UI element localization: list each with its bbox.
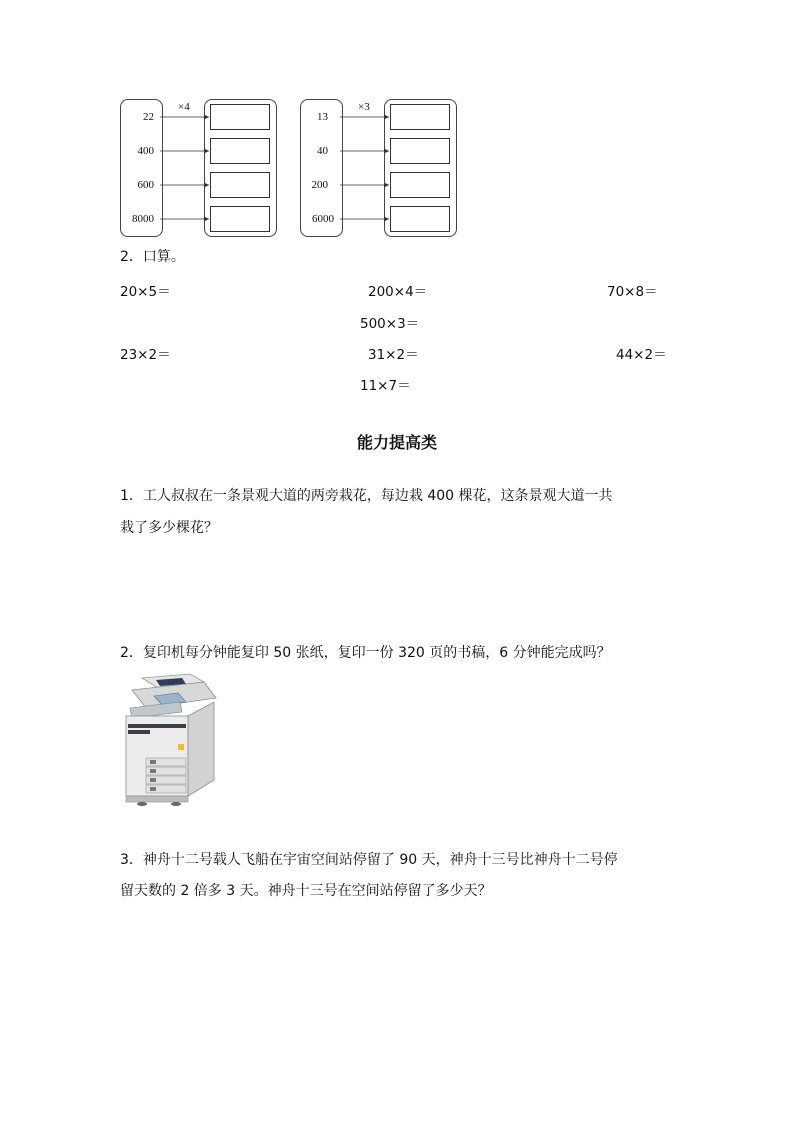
input-number: 6000	[312, 213, 334, 225]
arrows	[120, 99, 280, 237]
mapping-diagram-times-3	[300, 99, 460, 237]
input-number: 8000	[132, 213, 154, 225]
calc-item: 11×7＝	[360, 378, 411, 394]
copier-image	[120, 668, 220, 808]
calc-item: 500×3＝	[360, 316, 420, 332]
calc-item: 44×2＝	[616, 347, 667, 363]
operator-label: ×3	[358, 101, 370, 113]
calc-item: 70×8＝	[607, 284, 658, 300]
calc-item: 31×2＝	[368, 347, 419, 363]
problem-1-line-2: 栽了多少棵花？	[120, 520, 218, 536]
mapping-diagram-times-4	[120, 99, 280, 237]
problem-3-line-1: 3．神舟十二号载人飞船在宇宙空间站停留了 90 天，神舟十三号比神舟十二号停	[120, 852, 618, 868]
input-number: 40	[317, 145, 328, 157]
input-number: 22	[143, 111, 154, 123]
input-number: 400	[137, 145, 154, 157]
calc-item: 200×4＝	[368, 284, 428, 300]
calc-item: 20×5＝	[120, 284, 171, 300]
calc-item: 23×2＝	[120, 347, 171, 363]
operator-label: ×4	[178, 101, 190, 113]
input-number: 200	[311, 179, 328, 191]
problem-3-line-2: 留天数的 2 倍多 3 天。神舟十三号在空间站停留了多少天？	[120, 883, 492, 899]
arrows	[300, 99, 460, 237]
problem-1-line-1: 1．工人叔叔在一条景观大道的两旁栽花，每边栽 400 棵花，这条景观大道一共	[120, 488, 613, 504]
input-number: 13	[317, 111, 328, 123]
section-title: 能力提高类	[356, 433, 437, 452]
input-number: 600	[137, 179, 154, 191]
mental-math-heading: 2．口算。	[120, 249, 185, 265]
problem-2-line-1: 2．复印机每分钟能复印 50 张纸，复印一份 320 页的书稿，6 分钟能完成吗？	[120, 645, 611, 661]
